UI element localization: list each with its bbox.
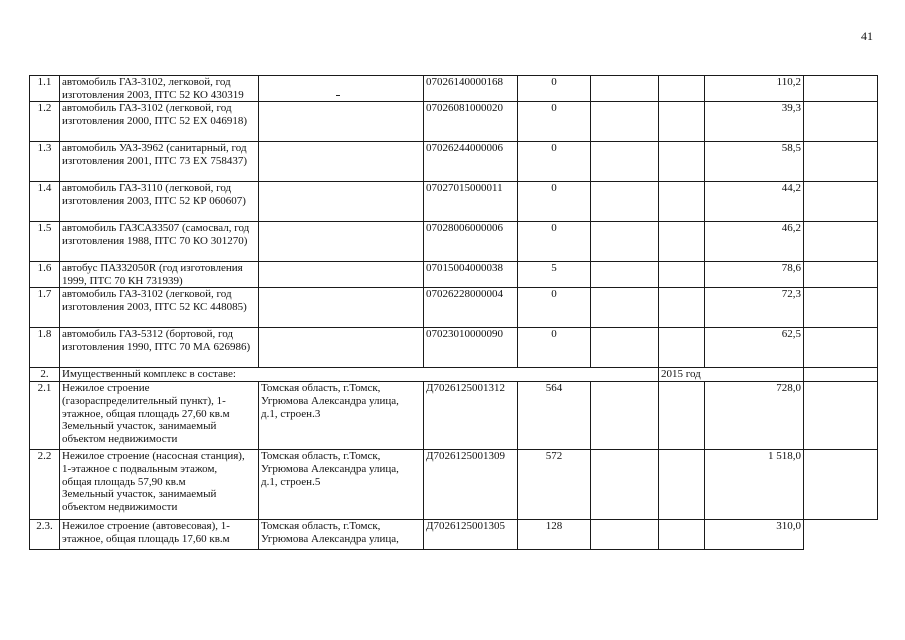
- empty-cell: [591, 222, 659, 262]
- item-address: [259, 222, 424, 262]
- name-line: объектом недвижимости: [62, 432, 178, 445]
- quantity: 128: [518, 520, 591, 550]
- item-name: автомобиль ГАЗ-3102 (легковой, год изготовления 2000, ПТС 52 ЕХ 046918): [60, 102, 259, 142]
- empty-cell: [659, 328, 705, 368]
- empty-cell: [804, 450, 878, 520]
- inventory-number: Д7026125001312: [424, 382, 518, 450]
- quantity: 0: [518, 182, 591, 222]
- dash-mark: [336, 95, 340, 96]
- item-address: [259, 76, 424, 102]
- empty-cell: [659, 182, 705, 222]
- empty-cell: [591, 76, 659, 102]
- table-row: [30, 382, 878, 450]
- table-row: [30, 262, 878, 288]
- empty-cell: [804, 222, 878, 262]
- row-number: 1.4: [30, 182, 60, 222]
- row-number: 1.3: [30, 142, 60, 182]
- quantity: 564: [518, 382, 591, 450]
- name-line: Нежилое строение (автовесовая), 1-: [62, 520, 230, 533]
- empty-cell: [804, 382, 878, 450]
- inventory-number: 07026081000020: [424, 102, 518, 142]
- row-number: 1.1: [30, 76, 60, 102]
- empty-cell: [659, 262, 705, 288]
- row-number: 2.3.: [30, 520, 60, 550]
- empty-cell: [804, 182, 878, 222]
- inventory-number: Д7026125001305: [424, 520, 518, 550]
- quantity: 0: [518, 288, 591, 328]
- name-line: Земельный участок, занимаемый: [62, 420, 217, 433]
- item-name: автомобиль ГАЗ-3102, легковой, год изготовления 2003, ПТС 52 КО 430319: [60, 76, 259, 102]
- name-line: объектом недвижимости: [62, 500, 178, 513]
- address-line: Томская область, г.Томск,: [261, 450, 381, 463]
- book-value: 62,5: [705, 328, 804, 368]
- empty-cell: [804, 76, 878, 102]
- address-line: д.1, строен.5: [261, 475, 321, 488]
- book-value: 44,2: [705, 182, 804, 222]
- item-address: [259, 288, 424, 328]
- item-address: [259, 182, 424, 222]
- address-line: Угрюмова Александра улица,: [261, 462, 399, 475]
- empty-cell: [804, 328, 878, 368]
- name-line: (газораспределительный пункт), 1-: [62, 394, 226, 407]
- empty-cell: [804, 142, 878, 182]
- page-number: 41: [861, 29, 873, 43]
- item-name: автомобиль УАЗ-3962 (санитарный, год изготовления 2001, ПТС 73 ЕХ 758437): [60, 142, 259, 182]
- empty-cell: [659, 142, 705, 182]
- table-row: [30, 102, 878, 142]
- quantity: 0: [518, 142, 591, 182]
- empty-cell: [659, 288, 705, 328]
- section-number: 2.: [30, 368, 60, 382]
- inventory-number: 07026244000006: [424, 142, 518, 182]
- quantity: 0: [518, 102, 591, 142]
- table-row: [30, 222, 878, 262]
- empty-cell: [659, 450, 705, 520]
- name-line: общая площадь 57,90 кв.м: [62, 475, 186, 488]
- item-address: [259, 382, 424, 450]
- item-name: [60, 520, 259, 550]
- row-number: 2.2: [30, 450, 60, 520]
- table-row: [30, 76, 878, 102]
- name-line: этажное, общая площадь 27,60 кв.м: [62, 407, 230, 420]
- name-line: Нежилое строение (насосная станция),: [62, 450, 245, 463]
- address-line: Томская область, г.Томск,: [261, 382, 381, 395]
- empty-cell: [591, 450, 659, 520]
- empty-cell: [659, 382, 705, 450]
- item-address: [259, 328, 424, 368]
- item-address: [259, 520, 424, 550]
- book-value: 310,0: [705, 520, 804, 550]
- empty-cell: [659, 76, 705, 102]
- empty-cell: [591, 262, 659, 288]
- empty-cell: [591, 102, 659, 142]
- book-value: 39,3: [705, 102, 804, 142]
- inventory-number: 07015004000038: [424, 262, 518, 288]
- address-line: Угрюмова Александра улица,: [261, 532, 399, 545]
- quantity: 0: [518, 328, 591, 368]
- quantity: 0: [518, 76, 591, 102]
- item-name: автомобиль ГАЗ-3110 (легковой, год изготовления 2003, ПТС 52 КР 060607): [60, 182, 259, 222]
- row-number: 1.2: [30, 102, 60, 142]
- item-address: [259, 450, 424, 520]
- inventory-number: 07023010000090: [424, 328, 518, 368]
- empty-cell: [804, 368, 878, 382]
- table-row: [30, 288, 878, 328]
- table-body: [30, 76, 878, 550]
- address-line: Угрюмова Александра улица,: [261, 394, 399, 407]
- row-number: 2.1: [30, 382, 60, 450]
- book-value: 72,3: [705, 288, 804, 328]
- item-address: [259, 102, 424, 142]
- table-row: [30, 328, 878, 368]
- empty-cell: [591, 288, 659, 328]
- empty-cell: [804, 262, 878, 288]
- item-name: [60, 382, 259, 450]
- empty-cell: [591, 382, 659, 450]
- empty-cell: [591, 142, 659, 182]
- table-row: [30, 182, 878, 222]
- table-row: [30, 450, 878, 520]
- section-row: [30, 368, 878, 382]
- item-name: автобус ПАЗ32050R (год изготовления 1999, ПТС 70 КН 731939): [60, 262, 259, 288]
- inventory-number: 07026140000168: [424, 76, 518, 102]
- item-name: [60, 450, 259, 520]
- empty-cell: [804, 520, 878, 550]
- quantity: 0: [518, 222, 591, 262]
- address-line: д.1, строен.3: [261, 407, 321, 420]
- table-row: [30, 142, 878, 182]
- row-number: 1.8: [30, 328, 60, 368]
- item-address: [259, 142, 424, 182]
- book-value: 728,0: [705, 382, 804, 450]
- item-name: автомобиль ГАЗ-3102 (легковой, год изготовления 2003, ПТС 52 КС 448085): [60, 288, 259, 328]
- inventory-number: 07028006000006: [424, 222, 518, 262]
- quantity: 572: [518, 450, 591, 520]
- inventory-number: 07026228000004: [424, 288, 518, 328]
- empty-cell: [591, 328, 659, 368]
- empty-cell: [659, 520, 705, 550]
- name-line: этажное, общая площадь 17,60 кв.м: [62, 532, 230, 545]
- property-table: [29, 75, 878, 550]
- row-number: 1.6: [30, 262, 60, 288]
- empty-cell: [659, 102, 705, 142]
- name-line: 1-этажное с подвальным этажом,: [62, 462, 218, 475]
- address-line: Томская область, г.Томск,: [261, 520, 381, 533]
- inventory-number: 07027015000011: [424, 182, 518, 222]
- quantity: 5: [518, 262, 591, 288]
- book-value: 58,5: [705, 142, 804, 182]
- empty-cell: [804, 102, 878, 142]
- name-line: Земельный участок, занимаемый: [62, 488, 217, 501]
- name-line: Нежилое строение: [62, 382, 150, 395]
- section-year: 2015 год: [659, 368, 804, 382]
- row-number: 1.7: [30, 288, 60, 328]
- table-row: [30, 520, 878, 550]
- empty-cell: [591, 520, 659, 550]
- item-address: [259, 262, 424, 288]
- book-value: 46,2: [705, 222, 804, 262]
- row-number: 1.5: [30, 222, 60, 262]
- empty-cell: [659, 222, 705, 262]
- book-value: 110,2: [705, 76, 804, 102]
- empty-cell: [804, 288, 878, 328]
- section-title: Имущественный комплекс в составе:: [60, 368, 659, 382]
- book-value: 1 518,0: [705, 450, 804, 520]
- empty-cell: [591, 182, 659, 222]
- item-name: автомобиль ГАЗ-5312 (бортовой, год изготовления 1990, ПТС 70 МА 626986): [60, 328, 259, 368]
- book-value: 78,6: [705, 262, 804, 288]
- item-name: автомобиль ГАЗСАЗ3507 (самосвал, год изготовления 1988, ПТС 70 КО 301270): [60, 222, 259, 262]
- inventory-number: Д7026125001309: [424, 450, 518, 520]
